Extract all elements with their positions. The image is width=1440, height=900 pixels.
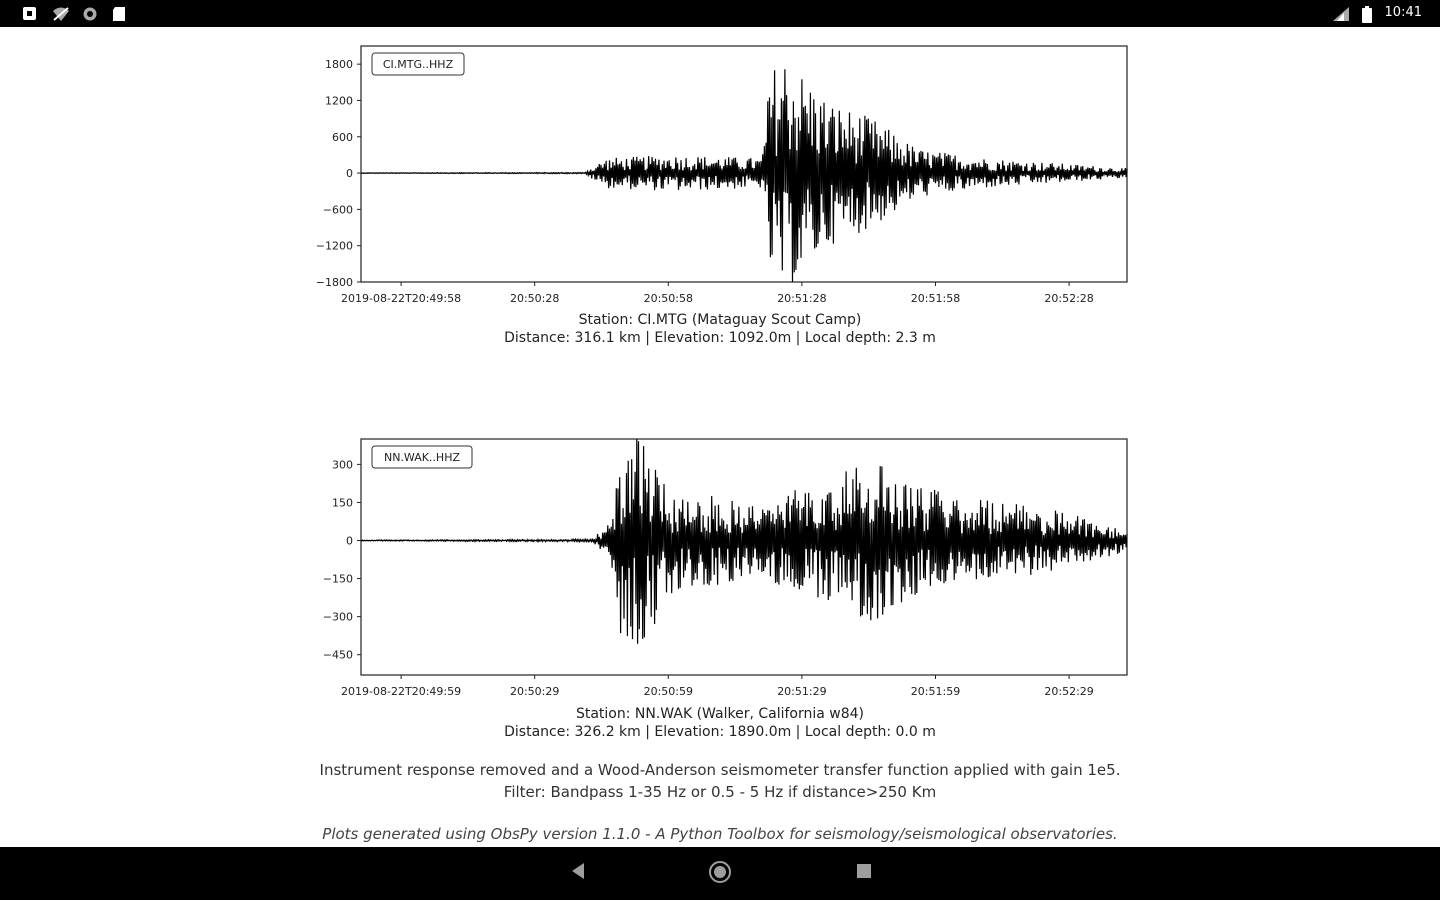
y-tick-label: 300 [332,458,353,472]
x-tick-label: 20:51:28 [777,292,827,305]
y-tick-label: 150 [332,496,353,510]
station-info-2: Distance: 326.2 km | Elevation: 1890.0m | Local depth: 0.0 m [504,724,936,740]
seismogram-chart-ci-mtg [300,40,1160,350]
x-tick-label: 2019-08-22T20:49:58 [341,292,462,305]
station-name-1: Station: CI.MTG (Mataguay Scout Camp) [578,312,862,328]
y-tick-label: 1800 [325,58,353,72]
trace-label: NN.WAK..HHZ [383,451,461,464]
x-tick-label: 20:50:58 [643,292,693,305]
y-tick-label: −150 [322,572,353,586]
y-tick-label: 0 [346,167,353,181]
x-tick-label: 2019-08-22T20:49:59 [341,685,462,698]
x-tick-label: 20:50:29 [509,685,560,698]
y-tick-label: 600 [332,130,353,144]
navigation-bar [0,847,1440,900]
processing-note: Instrument response removed and a Wood-Anderson seismometer transfer function applied with gain 1e5. [319,761,1121,779]
x-tick-label: 20:52:29 [1044,685,1094,698]
y-tick-label: 1200 [325,94,353,108]
y-tick-label: −1200 [315,239,353,253]
plot-area [361,46,1127,282]
signal-icon [1332,6,1350,26]
home-icon[interactable] [707,859,733,889]
battery-icon [1362,6,1372,27]
x-tick-label: 20:51:59 [910,685,961,698]
clock: 10:41 [1384,5,1422,20]
y-tick-label: −600 [322,203,353,217]
x-tick-label: 20:50:28 [509,292,560,305]
x-tick-label: 20:52:28 [1044,292,1094,305]
y-tick-label: −1800 [315,276,353,289]
sd-card-icon [112,6,126,26]
trace-label: CI.MTG..HHZ [382,58,454,71]
station-info-1: Distance: 316.1 km | Elevation: 1092.0m | Local depth: 2.3 m [504,330,936,346]
wifi-off-icon [52,6,70,26]
y-tick-label: 0 [346,534,353,548]
sync-icon [82,6,98,26]
y-tick-label: −450 [322,648,353,662]
back-icon[interactable] [566,859,590,887]
x-tick-label: 20:51:58 [910,292,961,305]
seismogram-chart-nn-wak [300,433,1160,743]
station-name-2: Station: NN.WAK (Walker, California w84) [575,706,865,722]
filter-note: Filter: Bandpass 1-35 Hz or 0.5 - 5 Hz if distance>250 Km [503,783,937,801]
x-tick-label: 20:50:59 [643,685,693,698]
x-tick-label: 20:51:29 [777,685,827,698]
y-tick-label: −300 [322,610,353,624]
status-bar [0,0,1440,27]
notification-icon [22,6,38,26]
obspy-credit: Plots generated using ObsPy version 1.1.0 - A Python Toolbox for seismology/seismological observatories. [322,825,1118,843]
recents-icon[interactable] [852,859,876,887]
